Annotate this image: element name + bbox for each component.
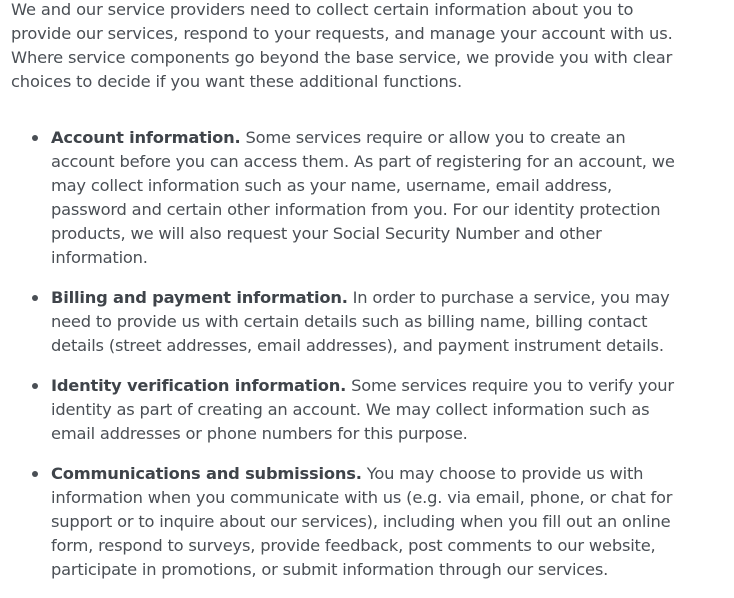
list-item-billing-payment-information bbox=[51, 286, 691, 358]
item-description: Some services require you to verify your identity as part of creating an account. We may collect information such as email addresses or phone numbers for this purpose. bbox=[51, 376, 674, 443]
item-term: Billing and payment information. bbox=[51, 288, 348, 307]
bullet-icon bbox=[32, 295, 38, 301]
item-term: Identity verification information. bbox=[51, 376, 347, 395]
item-description: Some services require or allow you to create an account before you can access them. As part of registering for an account, we may collect information such as your name, username, email address, password and certain other information from you. For our identity protection products, we will also request your Social Security Number and other information. bbox=[51, 128, 675, 267]
item-description: You may choose to provide us with information when you communicate with us (e.g. via email, phone, or chat for support or to inquire about our services), including when you fill out an online form, respond to surveys, provide feedback, post comments to our website, participate in promotions, or submit information through our services. bbox=[51, 464, 673, 579]
list-item-communications-submissions bbox=[51, 462, 691, 582]
intro-paragraph: We and our service providers need to collect certain information about you to provide our services, respond to your requests, and manage your account with us. Where service components go beyond the base service, we provide you with clear choices to decide if you want these additional functions. bbox=[11, 0, 673, 91]
information-list bbox=[51, 126, 691, 598]
item-description: In order to purchase a service, you may need to provide us with certain details such as billing name, billing contact details (street addresses, email addresses), and payment instrument details. bbox=[51, 288, 670, 355]
bullet-icon bbox=[32, 383, 38, 389]
list-item-identity-verification-information bbox=[51, 374, 691, 446]
bullet-icon bbox=[32, 135, 38, 141]
list-item-account-information bbox=[51, 126, 691, 270]
item-term: Communications and submissions. bbox=[51, 464, 362, 483]
bullet-icon bbox=[32, 471, 38, 477]
item-term: Account information. bbox=[51, 128, 241, 147]
